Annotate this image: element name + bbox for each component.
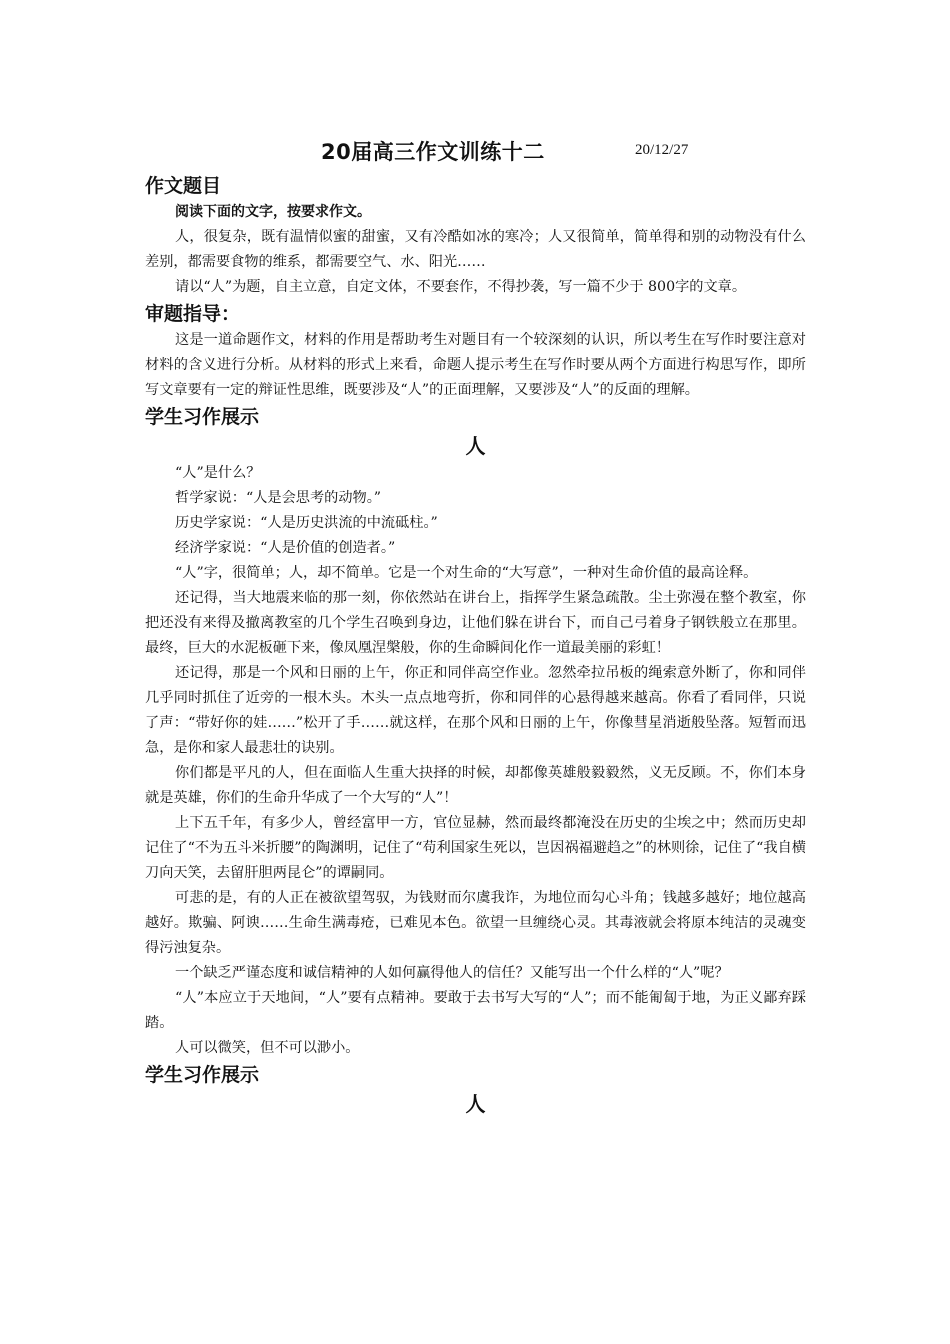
guide-paragraph: 这是一道命题作文，材料的作用是帮助考生对题目有一个较深刻的认识，所以考生在写作时要注意对材料的含义进行分析。从材料的形式上来看，命题人提示考生在写作时要从两个方面进行构思写作，即所写文章要有一定的辩证性思维，既要涉及“人”的正面理解，又要涉及“人”的反面的理解。 — [145, 332, 806, 398]
showcase-heading: 学生习作展示 — [145, 1064, 260, 1086]
document-title: 20届高三作文训练十二 — [321, 140, 545, 164]
essay-paragraph: 你们都是平凡的人，但在面临人生重大抉择的时候，却都像英雄般毅毅然，义无反顾。不，你们本身就是英雄，你们的生命升华成了一个大写的“人”！ — [145, 765, 806, 806]
essay-paragraph: 历史学家说：“人是历史洪流的中流砥柱。” — [175, 515, 438, 531]
essay-paragraph: 还记得，那是一个风和日丽的上午，你正和同伴高空作业。忽然牵拉吊板的绳索意外断了，你和同伴几乎同时抓住了近旁的一根木头。木头一点点地弯折，你和同伴的心悬得越来越高。你看了看同伴，只说了声：“带好你的娃……”松开了手……就这样，在那个风和日丽的上午，你像彗星消逝般坠落。短暂而迅急，是你和家人最悲壮的诀别。 — [145, 665, 806, 756]
essay-paragraph: 还记得，当大地震来临的那一刻，你依然站在讲台上，指挥学生紧急疏散。尘土弥漫在整个教室，你把还没有来得及撤离教室的几个学生召唤到身边，让他们躲在讲台下，而自己弓着身子钢铁般立在那里。最终，巨大的水泥板砸下来，像凤凰涅槃般，你的生命瞬间化作一道最美丽的彩虹！ — [145, 590, 806, 656]
topic-paragraph: 人，很复杂，既有温情似蜜的甜蜜，又有冷酷如冰的寒冷；人又很简单，简单得和别的动物没有什么差别，都需要食物的维系，都需要空气、水、阳光…… — [145, 229, 806, 270]
topic-paragraph: 请以“人”为题，自主立意，自定文体，不要套作，不得抄袭，写一篇不少于 800字的文章。 — [175, 279, 747, 295]
essay-paragraph: “人”字，很简单；人，却不简单。它是一个对生命的“大写意”，一种对生命价值的最高诠释。 — [175, 565, 758, 581]
document-date: 20/12/27 — [635, 142, 689, 158]
essay-paragraph: 可悲的是，有的人正在被欲望驾驭，为钱财而尔虞我诈，为地位而勾心斗角；钱越多越好；地位越高越好。欺骗、阿谀……生命生满毒疮，已难见本色。欲望一旦缠绕心灵。其毒液就会将原本纯洁的灵魂变得污浊复杂。 — [145, 890, 806, 956]
essay-paragraph: 人可以微笑，但不可以渺小。 — [175, 1040, 360, 1056]
topic-heading: 作文题目 — [145, 175, 222, 197]
essay-paragraph: “人”本应立于天地间，“人”要有点精神。要敢于去书写大写的“人”；而不能匍匐于地，为正义鄙弃踩踏。 — [145, 990, 806, 1031]
essay-paragraph: “人”是什么？ — [175, 465, 261, 481]
showcase-heading: 学生习作展示 — [145, 406, 260, 428]
guide-heading: 审题指导： — [145, 303, 241, 325]
essay-title: 人 — [465, 434, 486, 458]
essay-paragraph: 上下五千年，有多少人，曾经富甲一方，官位显赫，然而最终都淹没在历史的尘埃之中；然而历史却记住了“不为五斗米折腰”的陶渊明，记住了“苟利国家生死以，岂因祸福避趋之”的林则徐，记住了“我自横刀向天笑，去留肝胆两昆仑”的谭嗣同。 — [145, 815, 806, 881]
essay-paragraph: 经济学家说：“人是价值的创造者。” — [175, 540, 396, 556]
instruction-text: 阅读下面的文字，按要求作文。 — [175, 204, 371, 220]
essay-paragraph: 一个缺乏严谨态度和诚信精神的人如何赢得他人的信任？又能写出一个什么样的“人”呢？ — [175, 965, 729, 981]
document-body — [145, 172, 806, 1119]
essay-title: 人 — [465, 1092, 486, 1116]
title-row — [145, 136, 806, 166]
essay-paragraph: 哲学家说：“人是会思考的动物。” — [175, 490, 382, 506]
